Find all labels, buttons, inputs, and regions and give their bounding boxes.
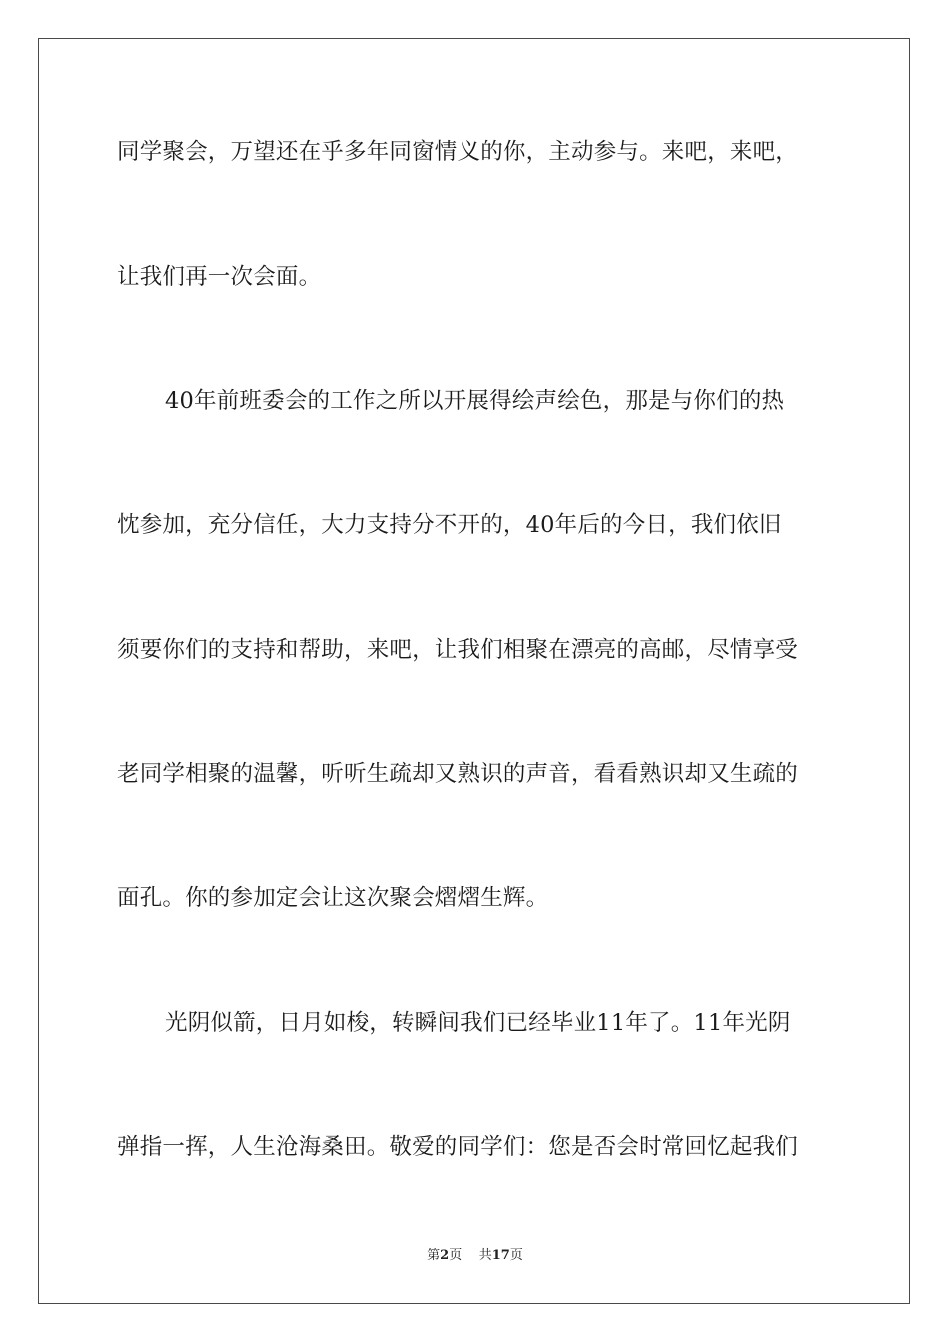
page-total: 17 bbox=[491, 1248, 510, 1263]
page-footer bbox=[0, 1248, 950, 1264]
paragraph-start-line: 40年前班委会的工作之所以开展得绘声绘色，那是与你们的热 bbox=[165, 388, 785, 414]
paragraph-start-line: 光阴似箭，日月如梭，转瞬间我们已经毕业11年了。11年光阴 bbox=[165, 1010, 791, 1036]
total-suffix: 页 bbox=[509, 1248, 523, 1263]
text-line: 老同学相聚的温馨，听听生疏却又熟识的声音，看看熟识却又生疏的 bbox=[117, 761, 799, 787]
text-line: 忱参加，充分信任，大力支持分不开的，40年后的今日，我们依旧 bbox=[117, 512, 782, 538]
text-line: 须要你们的支持和帮助，来吧，让我们相聚在漂亮的高邮，尽情享受 bbox=[117, 637, 799, 663]
page-border bbox=[38, 38, 910, 1304]
text-line: 面孔。你的参加定会让这次聚会熠熠生辉。 bbox=[117, 885, 549, 911]
text-line: 弹指一挥，人生沧海桑田。敬爱的同学们：您是否会时常回忆起我们 bbox=[117, 1134, 799, 1160]
total-prefix: 共 bbox=[478, 1248, 492, 1263]
page-prefix: 第 bbox=[427, 1248, 441, 1263]
text-line: 同学聚会，万望还在乎多年同窗情义的你，主动参与。来吧，来吧， bbox=[117, 139, 799, 165]
page-suffix: 页 bbox=[449, 1248, 463, 1263]
text-line: 让我们再一次会面。 bbox=[117, 264, 322, 290]
page-current: 2 bbox=[440, 1248, 450, 1263]
